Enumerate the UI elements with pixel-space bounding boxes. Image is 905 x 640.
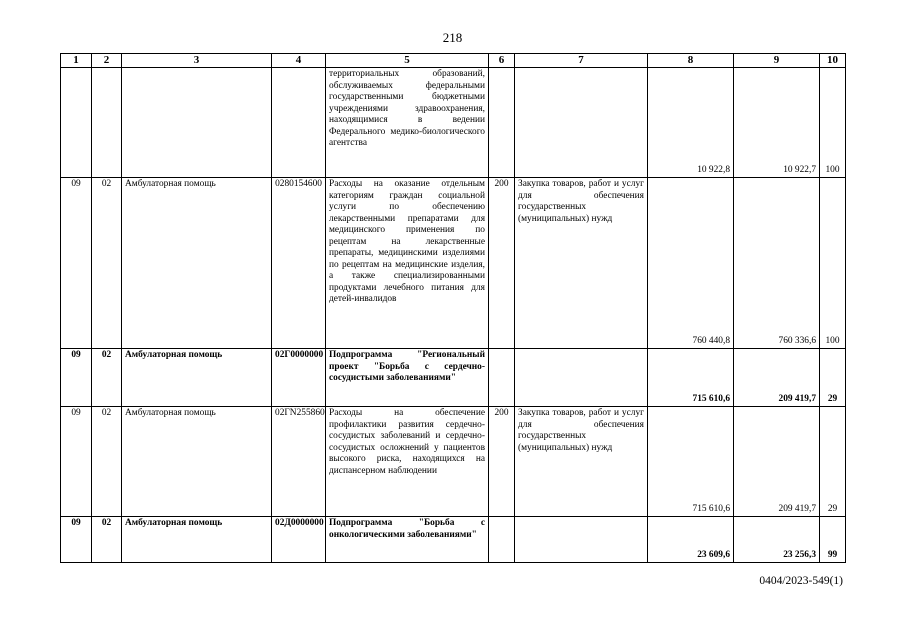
cell-expense-code: 200	[489, 178, 515, 349]
col-header-4: 4	[272, 54, 326, 68]
cell-expense-code	[489, 349, 515, 407]
col-header-6: 6	[489, 54, 515, 68]
cell-description: Подпрограмма "Региональный проект "Борьба с сердечно-сосудистыми заболеваниями"	[326, 349, 489, 407]
cell-expense-type: Закупка товаров, работ и услуг для обеспечения государственных (муниципальных) нужд	[515, 407, 648, 517]
cell-description: Расходы на оказание отдельным категориям граждан социальной услуги по обеспечению лекарственными препаратами для медицинского применения по рецептам на лекарственные препараты, медицинскими изделиями по рецептам на медицинские изделия, а также специализированными продуктами лечебного питания для детей-инвалидов	[326, 178, 489, 349]
col-header-5: 5	[326, 54, 489, 68]
budget-table	[60, 53, 846, 563]
cell-target-code: 0280154600	[272, 178, 326, 349]
cell-planned: 715 610,6	[648, 407, 734, 517]
page-number: 218	[442, 30, 463, 45]
cell-name: Амбулаторная помощь	[122, 407, 272, 517]
cell-name	[122, 68, 272, 178]
header-row	[61, 54, 846, 68]
cell-actual: 10 922,7	[734, 68, 820, 178]
cell-expense-code	[489, 517, 515, 563]
cell-section	[61, 68, 92, 178]
cell-percent: 100	[820, 68, 846, 178]
cell-planned: 23 609,6	[648, 517, 734, 563]
cell-percent: 29	[820, 349, 846, 407]
cell-name: Амбулаторная помощь	[122, 349, 272, 407]
col-header-1: 1	[61, 54, 92, 68]
cell-target-code	[272, 68, 326, 178]
cell-target-code: 02ГN255860	[272, 407, 326, 517]
cell-expense-code: 200	[489, 407, 515, 517]
col-header-3: 3	[122, 54, 272, 68]
col-header-2: 2	[92, 54, 122, 68]
col-header-9: 9	[734, 54, 820, 68]
cell-section: 09	[61, 407, 92, 517]
cell-expense-type	[515, 349, 648, 407]
cell-percent: 99	[820, 517, 846, 563]
cell-subsection	[92, 68, 122, 178]
cell-description: территориальных образований, обслуживаемых федеральными государственными бюджетными учреждениями здравоохранения, находящимися в ведении Федерального медико-биологического агентства	[326, 68, 489, 178]
table-row	[61, 407, 846, 517]
cell-expense-type	[515, 68, 648, 178]
cell-planned: 760 440,8	[648, 178, 734, 349]
cell-planned: 10 922,8	[648, 68, 734, 178]
cell-subsection: 02	[92, 349, 122, 407]
cell-subsection: 02	[92, 517, 122, 563]
cell-name: Амбулаторная помощь	[122, 517, 272, 563]
cell-section: 09	[61, 517, 92, 563]
table-row	[61, 68, 846, 178]
cell-actual: 760 336,6	[734, 178, 820, 349]
col-header-7: 7	[515, 54, 648, 68]
table-row	[61, 349, 846, 407]
cell-expense-type: Закупка товаров, работ и услуг для обеспечения государственных (муниципальных) нужд	[515, 178, 648, 349]
cell-percent: 29	[820, 407, 846, 517]
cell-subsection: 02	[92, 407, 122, 517]
col-header-10: 10	[820, 54, 846, 68]
cell-target-code: 02Д0000000	[272, 517, 326, 563]
cell-section: 09	[61, 349, 92, 407]
cell-subsection: 02	[92, 178, 122, 349]
cell-actual: 209 419,7	[734, 349, 820, 407]
table-row	[61, 178, 846, 349]
cell-section: 09	[61, 178, 92, 349]
cell-name: Амбулаторная помощь	[122, 178, 272, 349]
cell-description: Расходы на обеспечение профилактики развития сердечно-сосудистых заболеваний и сердечно-сосудистых осложнений у пациентов высокого риска, находящихся на диспансерном наблюдении	[326, 407, 489, 517]
cell-actual: 23 256,3	[734, 517, 820, 563]
cell-percent: 100	[820, 178, 846, 349]
cell-actual: 209 419,7	[734, 407, 820, 517]
cell-target-code: 02Г0000000	[272, 349, 326, 407]
cell-expense-type	[515, 517, 648, 563]
cell-expense-code	[489, 68, 515, 178]
col-header-8: 8	[648, 54, 734, 68]
cell-description: Подпрограмма "Борьба с онкологическими заболеваниями"	[326, 517, 489, 563]
cell-planned: 715 610,6	[648, 349, 734, 407]
document-code: 0404/2023-549(1)	[759, 575, 843, 587]
table-row	[61, 517, 846, 563]
